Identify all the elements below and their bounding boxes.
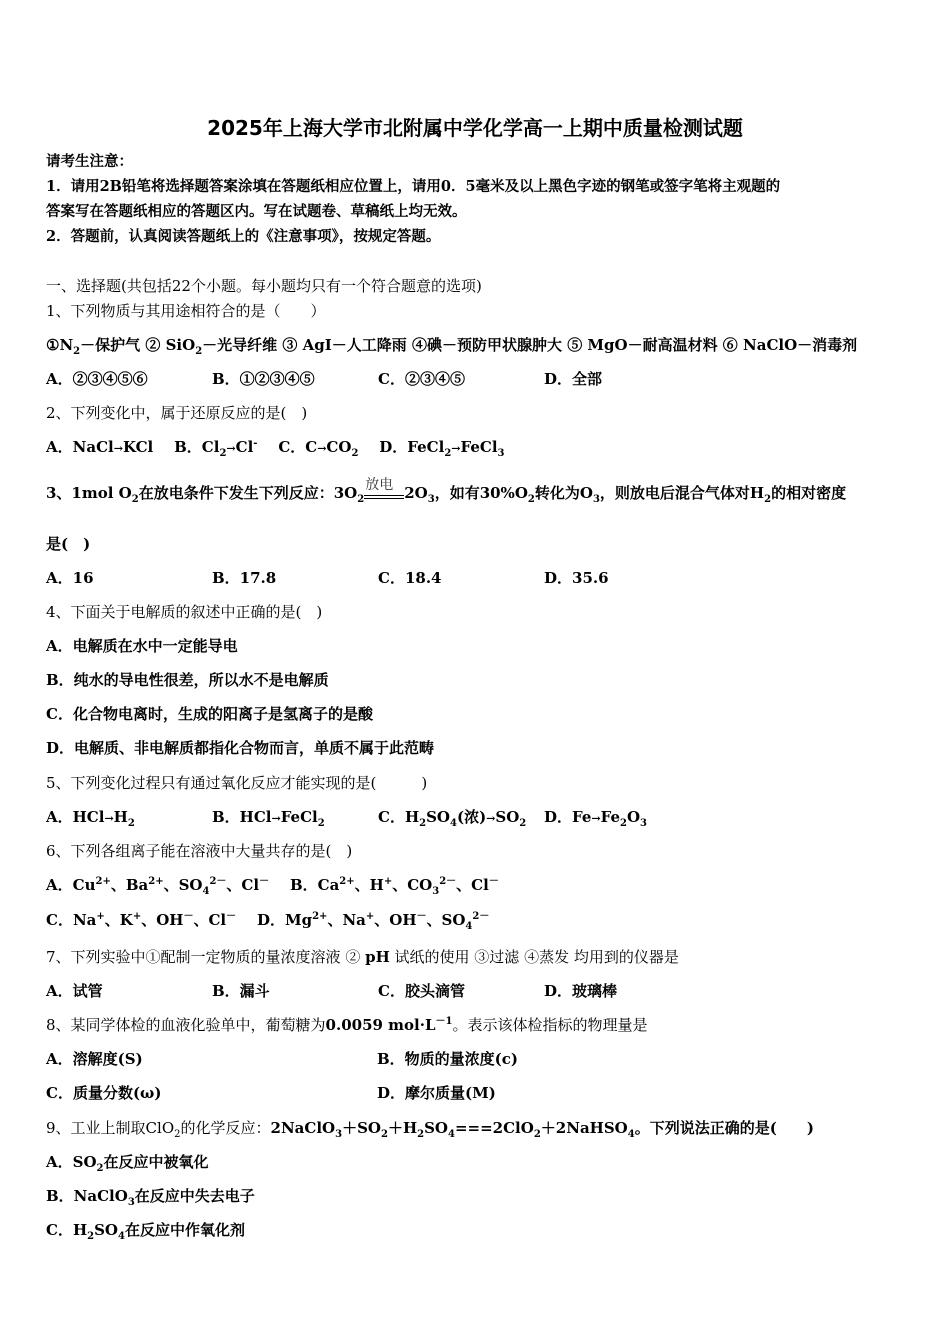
option-a[interactable]: A．$SO_2$在反应中被氧化 (46, 1153, 209, 1174)
notice-line-3: 2．答题前，认真阅读答题纸上的《注意事项》，按规定答题。 (46, 228, 441, 245)
option-b[interactable]: B．纯水的导电性很差，所以水不是电解质 (46, 671, 329, 689)
option-b[interactable]: B．17.8 (212, 569, 277, 587)
option-a[interactable]: A．$Cu^{2+}$、$Ba^{2+}$、$SO_4^{2-}$、Cl－ (46, 876, 270, 897)
option-c[interactable]: C．$H_2SO_4$(浓)$\to SO_2$ (378, 808, 527, 829)
option-d[interactable]: D．35.6 (544, 569, 609, 587)
question-9-stem: 9、工业上制取ClO$_2$的化学反应：$2NaClO_3+SO_2+H_2SO_4===2ClO_2+2NaHSO_4$。下列说法正确的是( ) (46, 1119, 814, 1140)
option-b[interactable]: B．NaClO$_3$在反应中失去电子 (46, 1187, 255, 1208)
option-d[interactable]: D．全部 (544, 370, 603, 388)
question-1-options (46, 369, 910, 389)
page-title: 2025年上海大学市北附属中学化学高一上期中质量检测试题 (207, 116, 743, 140)
question-2-options (46, 437, 910, 459)
question-4-stem: 4、下面关于电解质的叙述中正确的是( ) (46, 603, 323, 621)
option-c[interactable]: C．化合物电离时，生成的阳离子是氢离子的是酸 (46, 705, 373, 723)
option-b[interactable]: B．物质的量浓度(c) (377, 1050, 519, 1068)
option-d[interactable]: D．FeCl$_2$→FeCl$_3$ (379, 438, 505, 459)
option-b[interactable]: B．$Ca^{2+}$、H+、$CO_3^{2-}$、Cl－ (289, 876, 499, 897)
option-d[interactable]: D．$Fe\to Fe_2O_3$ (544, 808, 647, 829)
discharge-condition-arrow: 放电 (364, 483, 404, 503)
option-b[interactable]: B．漏斗 (212, 982, 270, 1000)
option-d[interactable]: D．电解质、非电解质都指化合物而言，单质不属于此范畴 (46, 739, 435, 757)
option-b[interactable]: B．$Cl_2\to Cl^-$ (174, 438, 258, 459)
option-c[interactable]: C．$C\to CO_2$ (278, 438, 359, 459)
question-1-stem: 1、下列物质与其用途相符合的是（ ） (46, 302, 326, 320)
question-6-stem: 6、下列各组离子能在溶液中大量共存的是( ) (46, 842, 353, 860)
option-c[interactable]: C．②③④⑤ (378, 370, 465, 388)
option-b[interactable]: B．①②③④⑤ (212, 370, 315, 388)
question-1-items: $①N_2-$保护气 ② SiO$_2$－光导纤维 ③ AgI－人工降雨 ④碘－预防甲状腺肿大 ⑤ MgO－耐高温材料 ⑥ NaClO－消毒剂 (46, 336, 858, 357)
option-c[interactable]: C．Na+、K+、OH－、Cl－ (46, 911, 237, 929)
option-a[interactable]: A．16 (46, 569, 94, 587)
question-8-stem: 8、某同学体检的血液化验单中，葡萄糖为0.0059 $mol\cdot L^{-1}$。表示该体检指标的物理量是 (46, 1016, 648, 1034)
option-b[interactable]: B．HCl→FeCl$_2$ (212, 808, 325, 829)
option-c[interactable]: C．18.4 (378, 569, 442, 587)
option-d[interactable]: D．玻璃棒 (544, 982, 618, 1000)
question-8-options-row-1 (46, 1049, 910, 1069)
option-a[interactable]: A．②③④⑤⑥ (46, 370, 148, 388)
option-c[interactable]: C．质量分数(ω) (46, 1084, 162, 1102)
notice-heading: 请考生注意： (46, 153, 133, 170)
question-3-stem: 3、1mol $O_2$在放电条件下发生下列反应：$3O_2$ 放电 $2O_3$，如有$30\%O_2$转化为$O_3$，则放电后混合气体对$H_2$的相对密度 (46, 477, 847, 505)
option-d[interactable]: D．摩尔质量(M) (377, 1084, 496, 1102)
option-d[interactable]: D．$Mg^{2+}$、Na+、OH－、$SO_4^{2-}$ (256, 911, 490, 932)
question-2-stem: 2、下列变化中，属于还原反应的是( ) (46, 404, 308, 422)
notice-line-1: 1．请用2B铅笔将选择题答案涂填在答题纸相应位置上，请用0．5毫米及以上黑色字迹的钢笔或签字笔将主观题的 (46, 178, 781, 195)
question-8-options-row-2 (46, 1083, 910, 1103)
question-3-options (46, 568, 910, 588)
question-7-stem: 7、下列实验中①配制一定物质的量浓度溶液 ② pH 试纸的使用 ③过滤 ④蒸发 均用到的仪器是 (46, 948, 679, 966)
option-a[interactable]: A．溶解度(S) (46, 1050, 143, 1068)
section-heading: 一、选择题(共包括22个小题。每小题均只有一个符合题意的选项) (46, 277, 482, 295)
option-c[interactable]: C．胶头滴管 (378, 982, 465, 1000)
option-c[interactable]: C．$H_2SO_4$在反应中作氧化剂 (46, 1221, 245, 1242)
question-7-options (46, 981, 910, 1001)
notice-line-2: 答案写在答题纸相应的答题区内。写在试题卷、草稿纸上均无效。 (46, 203, 467, 220)
question-3-stem-cont: 是( ) (46, 535, 91, 553)
question-5-options (46, 807, 910, 829)
question-6-options-row-1 (46, 875, 910, 895)
question-6-options-row-2 (46, 910, 910, 930)
option-a[interactable]: A．NaCl→KCl (46, 438, 154, 456)
option-a[interactable]: A．$HCl\to H_2$ (46, 808, 135, 829)
option-a[interactable]: A．试管 (46, 982, 103, 1000)
option-a[interactable]: A．电解质在水中一定能导电 (46, 637, 238, 655)
question-5-stem: 5、下列变化过程只有通过氧化反应才能实现的是( ) (46, 774, 428, 792)
